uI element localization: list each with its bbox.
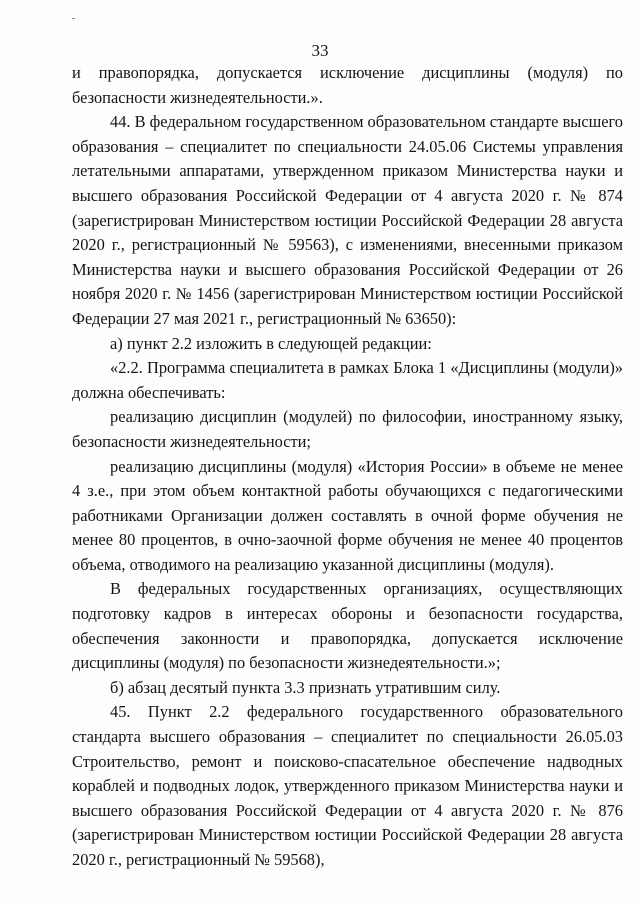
paragraph-item-44: 44. В федеральном государственном образовательном стандарте высшего образования – специалитет по специальности 24.05.06 Системы управления летательными аппаратами, утвержденном приказом Министерства науки и высшего образования Российской Федерации от 4 августа 2020 г. № 874 (зарегистрирован Министерством юстиции Российской Федерации 28 августа 2020 г., регистрационный № 59563), с изменениями, внесенными приказом Министерства науки и высшего образования Российской Федерации от 26 ноября 2020 г. № 1456 (зарегистрирован Министерством юстиции Российской Федерации 27 мая 2021 г., регистрационный № 63650): xyxy=(72,112,623,328)
paragraph-clause-2-2: «2.2. Программа специалитета в рамках Блока 1 «Дисциплины (модули)» должна обеспечивать: xyxy=(72,358,623,402)
page-number: 33 xyxy=(311,41,329,60)
document-body xyxy=(72,61,623,873)
paragraph-item-45: 45. Пункт 2.2 федерального государственного образовательного стандарта высшего образования – специалитет по специальности 26.05.03 Строительство, ремонт и поисково-спасательное обеспечение надводных кораблей и подводных лодок, утвержденного приказом Министерства науки и высшего образования Российской Федерации от 4 августа 2020 г. № 876 (зарегистрирован Министерством юстиции Российской Федерации 28 августа 2020 г., регистрационный № 59568), xyxy=(72,702,623,869)
paragraph-subitem-b: б) абзац десятый пункта 3.3 признать утратившим силу. xyxy=(110,677,501,697)
paragraph-disciplines: реализацию дисциплин (модулей) по философии, иностранному языку, безопасности жизнедеятельности; xyxy=(72,407,623,451)
paragraph-subitem-a: а) пункт 2.2 изложить в следующей редакции: xyxy=(110,333,432,353)
scan-speck xyxy=(72,18,75,19)
paragraph-federal-organizations: В федеральных государственных организациях, осуществляющих подготовку кадров в интересах обороны и безопасности государства, обеспечения законности и правопорядка, допускается исключение дисциплины (модуля) по безопасности жизнедеятельности.»; xyxy=(72,579,623,673)
paragraph-continuation: и правопорядка, допускается исключение дисциплины (модуля) по безопасности жизнедеятельности.». xyxy=(72,63,623,107)
paragraph-history-of-russia: реализацию дисциплины (модуля) «История России» в объеме не менее 4 з.е., при этом объем контактной работы обучающихся с педагогическими работниками Организации должен составлять в очной форме обучения не менее 80 процентов, в очно-заочной форме обучения не менее 40 процентов объема, отводимого на реализацию указанной дисциплины (модуля). xyxy=(72,456,623,574)
